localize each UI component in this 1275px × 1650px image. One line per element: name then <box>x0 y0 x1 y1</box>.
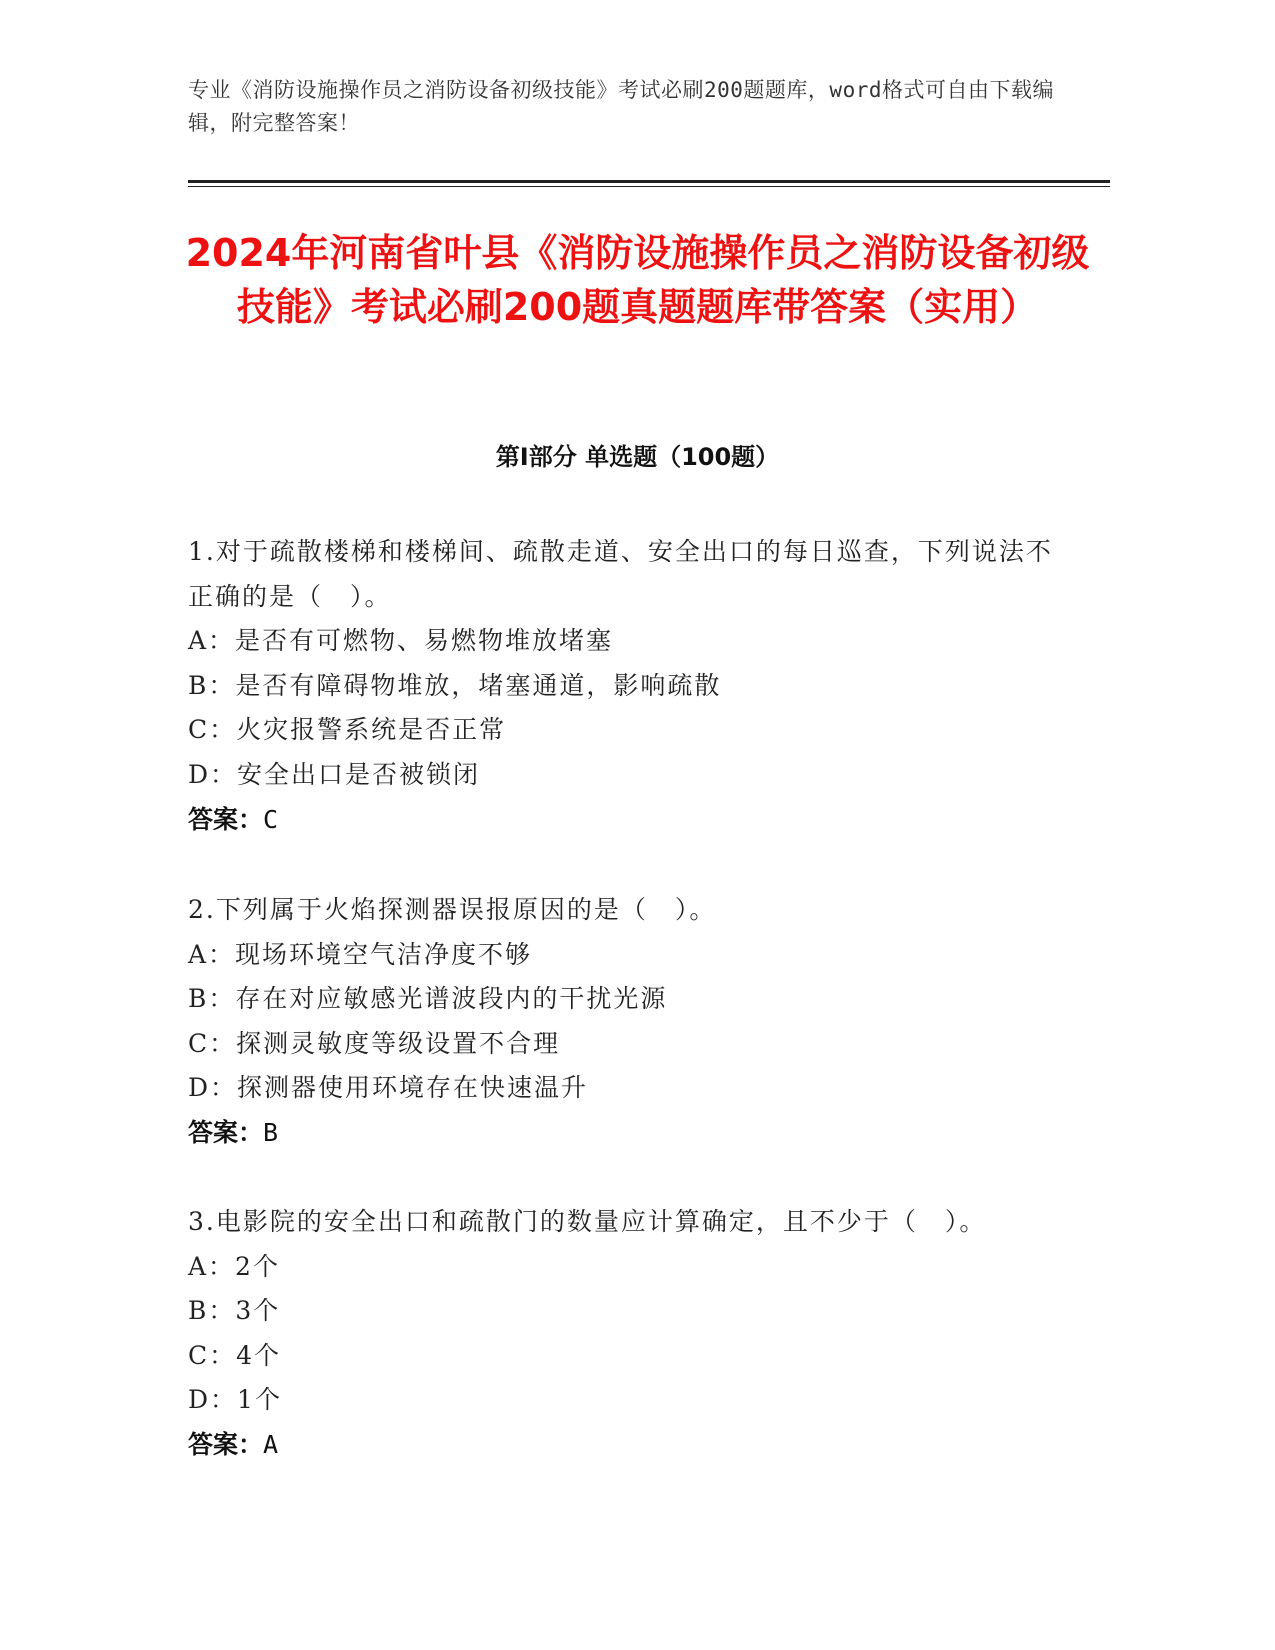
header-note: 专业《消防设施操作员之消防设备初级技能》考试必刷200题题库，word格式可自由下载编辑，附完整答案！ <box>188 78 1054 135</box>
header-rule-thin <box>188 186 1110 187</box>
question-1 <box>188 530 1068 842</box>
answer-value: B <box>263 1117 279 1147</box>
option-a: A：是否有可燃物、易燃物堆放堵塞 <box>188 626 614 656</box>
option-b: B：是否有障碍物堆放，堵塞通道，影响疏散 <box>188 670 722 700</box>
answer-line <box>188 798 1068 843</box>
answer-line <box>188 1111 1068 1156</box>
question-2 <box>188 888 1068 1156</box>
question-3 <box>188 1200 1068 1468</box>
option-d: D：1个 <box>188 1385 282 1415</box>
option-c: C：火灾报警系统是否正常 <box>188 715 507 745</box>
option-a: A：2个 <box>188 1251 280 1281</box>
answer-label: 答案： <box>188 1429 264 1459</box>
answer-label: 答案： <box>188 1117 264 1147</box>
option-d: D：探测器使用环境存在快速温升 <box>188 1073 589 1103</box>
option-b: B：存在对应敏感光谱波段内的干扰光源 <box>188 984 668 1014</box>
question-stem: 3.电影院的安全出口和疏散门的数量应计算确定，且不少于（ ）。 <box>188 1207 987 1236</box>
option-c: C：4个 <box>188 1340 282 1370</box>
question-stem: 1.对于疏散楼梯和楼梯间、疏散走道、安全出口的每日巡查，下列说法不正确的是（ ）。 <box>188 537 1053 611</box>
option-b: B：3个 <box>188 1296 281 1326</box>
section-heading: 第Ⅰ部分 单选题（100题） <box>495 443 780 471</box>
document-title: 2024年河南省叶县《消防设施操作员之消防设备初级技能》考试必刷200题真题题库带答案（实用） <box>185 231 1090 329</box>
answer-label: 答案： <box>188 804 264 834</box>
option-d: D：安全出口是否被锁闭 <box>188 759 481 789</box>
answer-value: A <box>263 1429 279 1459</box>
answer-line <box>188 1423 1068 1468</box>
option-a: A：现场环境空气洁净度不够 <box>188 939 533 969</box>
answer-value: C <box>263 804 279 834</box>
question-stem: 2.下列属于火焰探测器误报原因的是（ ）。 <box>188 895 717 924</box>
option-c: C：探测灵敏度等级设置不合理 <box>188 1028 561 1058</box>
header-rule-thick <box>188 180 1110 183</box>
